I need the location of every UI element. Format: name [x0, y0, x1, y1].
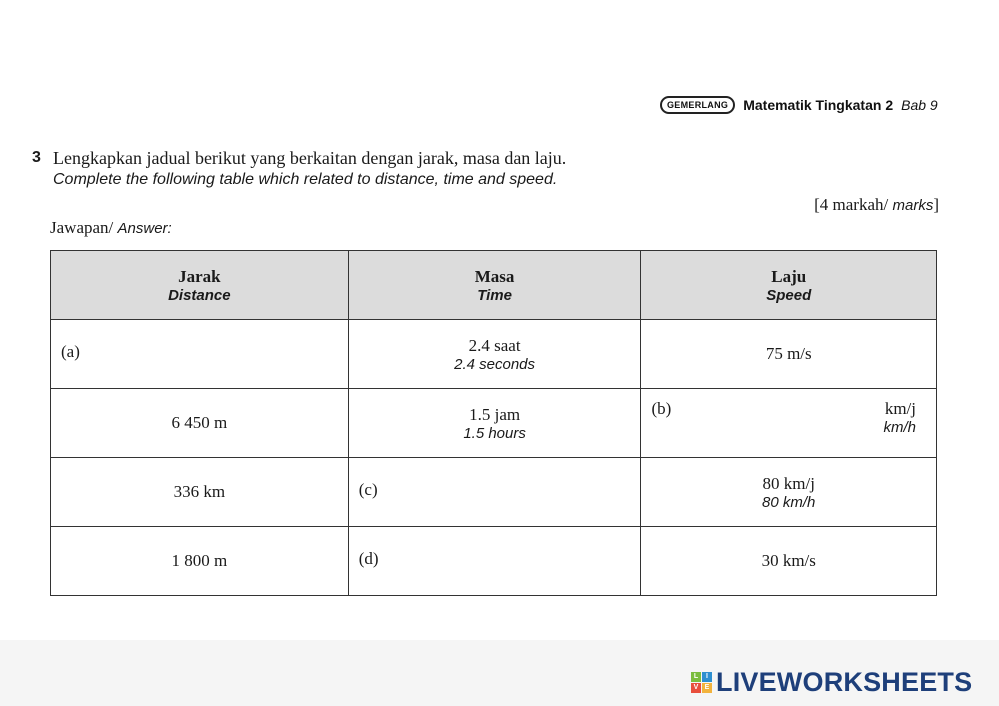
- speed-cell: [641, 527, 937, 596]
- speed-cell: [641, 458, 937, 527]
- header-speed-english: Speed: [766, 286, 812, 304]
- liveworksheets-tiles-icon: [691, 672, 712, 693]
- speed-value: 30 km/s: [761, 551, 816, 570]
- table-header-row: [51, 251, 937, 320]
- answer-cell-d[interactable]: [348, 527, 641, 596]
- speed-unit-malay: km/j: [884, 399, 916, 418]
- time-cell: [348, 320, 641, 389]
- header-distance: [51, 251, 349, 320]
- liveworksheets-wordmark: LIVEWORKSHEETS: [716, 667, 973, 697]
- part-label-a: (a): [61, 342, 80, 361]
- answer-malay: Jawapan/: [50, 218, 114, 237]
- tile-v: V: [691, 683, 701, 693]
- answer-english: Answer:: [117, 220, 172, 237]
- header-distance-malay: Jarak: [178, 266, 221, 286]
- answer-table: [50, 250, 937, 596]
- marks-malay: [4 markah/: [814, 195, 889, 214]
- answer-label: [50, 218, 172, 238]
- tile-l: L: [691, 672, 701, 682]
- distance-cell: [51, 389, 349, 458]
- table-row: [51, 320, 937, 389]
- marks-label: [814, 195, 939, 215]
- tile-e: E: [702, 683, 712, 693]
- speed-value-english: 80 km/h: [762, 493, 816, 511]
- liveworksheets-logo[interactable]: [691, 667, 972, 698]
- answer-cell-a[interactable]: [51, 320, 349, 389]
- answer-cell-c[interactable]: [348, 458, 641, 527]
- time-value-malay: 1.5 jam: [469, 404, 521, 424]
- tile-i: I: [702, 672, 712, 682]
- distance-value: 1 800 m: [171, 551, 228, 570]
- speed-value: 75 m/s: [765, 344, 812, 363]
- part-label-b: (b): [651, 399, 672, 418]
- page-top-margin: [0, 0, 999, 70]
- time-value-english: 2.4 seconds: [454, 355, 536, 373]
- chapter-label: Bab 9: [901, 97, 938, 113]
- part-label-d: (d): [358, 549, 379, 568]
- question-text-malay: Lengkapkan jadual berikut yang berkaitan dengan jarak, masa dan laju.: [53, 148, 567, 168]
- answer-cell-b[interactable]: [641, 389, 937, 458]
- question-number: 3: [32, 149, 41, 166]
- time-value-english: 1.5 hours: [463, 424, 526, 442]
- speed-unit: [883, 399, 916, 436]
- header-speed: [641, 251, 937, 320]
- part-label-c: (c): [358, 480, 378, 499]
- table-row: [51, 527, 937, 596]
- subject-title: Matematik Tingkatan 2: [743, 97, 894, 113]
- distance-cell: [51, 458, 349, 527]
- table-row: [51, 458, 937, 527]
- page-header: [660, 96, 938, 114]
- header-distance-english: Distance: [168, 286, 231, 304]
- header-time-english: Time: [477, 286, 512, 304]
- speed-cell: [641, 320, 937, 389]
- marks-close: ]: [933, 195, 939, 214]
- table-row: [51, 389, 937, 458]
- speed-value-malay: 80 km/j: [762, 473, 815, 493]
- header-time: [348, 251, 641, 320]
- time-value-malay: 2.4 saat: [468, 335, 521, 355]
- header-time-malay: Masa: [474, 266, 515, 286]
- time-cell: [348, 389, 641, 458]
- marks-english: marks: [892, 197, 934, 214]
- distance-value: 6 450 m: [171, 413, 228, 432]
- distance-cell: [51, 527, 349, 596]
- brand-logo: GEMERLANG: [660, 96, 735, 114]
- speed-unit-english: km/h: [883, 419, 916, 436]
- question-text-english: Complete the following table which related to distance, time and speed.: [53, 171, 558, 188]
- distance-value: 336 km: [173, 482, 226, 501]
- header-speed-malay: Laju: [771, 266, 807, 286]
